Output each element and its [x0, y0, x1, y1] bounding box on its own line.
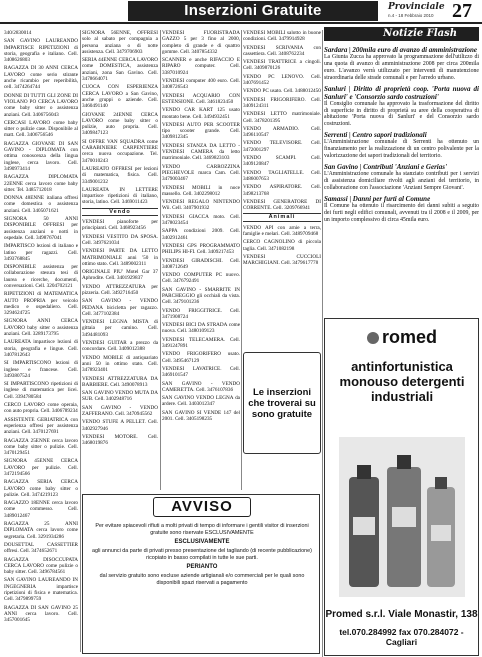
classified-ad: VENDO API con arnie a terra, famiglie e melari. Cell. 3489709468 — [243, 224, 321, 238]
classified-ad: VENDESI TELECAMERA. Cell. 3491247891 — [162, 336, 240, 350]
classified-ad: VENDESI FUORISTRADA GAZZO 5 per 3 fino al 2000, completo di grande e di quattro gomme. Cell. 3407854332 — [162, 30, 240, 55]
section-header-animali: Animali — [243, 213, 321, 221]
classified-ad: VENDESI GENERATORE DI CORRENTE. Cell. 3209766941 — [243, 198, 321, 212]
classified-ad: DISPONIBILE assistenza per collaborazione stesura tesi di laurea e ricerche, documenti, conversazioni. Cell. 3204702121 — [4, 264, 78, 289]
classified-ad: VENDESI LETTO matrimoniale. Cell. 3478201395 — [243, 111, 321, 124]
classified-ad: CERCO CAGNOLINO di piccola taglia. Cell. 3471082198 — [243, 239, 321, 252]
classified-ad: SIGNORA ANNI CERCA LAVORO baby sitter o assistenza anziani. Cell. 3289173795 — [4, 318, 78, 338]
classified-ad: VENDO CAR KART 125 usato montato bene. Cell. 3494932451 — [162, 107, 240, 120]
promed-logo-mark-icon — [367, 332, 379, 344]
classified-ad: VENDO PC usato. Cell. 3488012450 — [243, 88, 321, 95]
classified-ad: VENDESI LAVATRICE. Cell. 3469101547 — [162, 365, 240, 379]
section-header-vendo: Vendo — [82, 208, 158, 216]
classified-ad: SIGNORA 56ENNE, OFFRESI solo al sabato per compagnia a persona anziana o di notte assistenza. Cell. 3479706903 — [82, 30, 158, 55]
promed-logo: romed — [367, 327, 437, 348]
classified-ad: SIGNORA 45ENNE CERCA LAVORO per pulizie. Cell. 3472194566 — [4, 458, 78, 477]
classified-ad: VENDESI SCRIVANIA con cassettiera. Cell. 3408762234 — [243, 44, 321, 57]
classified-ad: SAN GAVINO - VENDO CAMERETTA. Cell. 3476107836 — [162, 380, 240, 393]
classified-ad: VENDESI REGALO NINTENDO Wii. Cell. 3407901932 — [162, 199, 240, 212]
classified-ad: CERCO LAVORO come operaia, con auto propria. Cell. 3406789234 — [4, 402, 78, 415]
classified-ad: VENDESI GIACCA moto. Cell. 3478023454 — [162, 213, 240, 227]
free-ads-notice-box: Le inserzioni che troverai su sono gratuite — [243, 352, 321, 454]
avviso-line: ESCLUSIVAMENTE — [174, 539, 230, 545]
classified-ad: VENDESI ATTREZZATURA DA BARBIERE. Cell. 3490078913 — [82, 375, 158, 388]
classifieds-column-2 — [82, 30, 158, 485]
classified-ad: SI OFFRE VAN SQUADRA come CARABINIERE CARPENTIERE cerca nuova occupazione. Tel. 3470010243 — [82, 138, 158, 164]
classified-ad: VENDO ARMADIO. Cell. 3496110547 — [243, 125, 321, 139]
classified-ad: VENDESI computer 400 euro. Cell. 3408726543 — [162, 78, 240, 91]
classified-ad: VENDO PC LENOVO. Cell. 3407691452 — [243, 73, 321, 87]
classified-ad: SIGNORA 50 ANNI DISPONIBILE OFFRESI per assistenza anziani o notti in ospedale. Cell. 3498767041 — [4, 216, 78, 241]
classified-ad: VENDESI GIRADISCHI. Cell. 3408712649 — [162, 257, 240, 270]
classified-ad: VENDESI GUITAR a prezzo da concordare. Cell. 3409012388 — [82, 340, 158, 353]
classified-ad: VENDESI BICI DA STRADA come nuova. Cell. 3480109123 — [162, 322, 240, 335]
classified-ad: VENDESI PARTE DA LETTO MATRIMONIALE anni '50 in ottimo stato. Cell. 3489002311 — [82, 248, 158, 267]
classified-ad: VENDO ASPIRATORE. Cell. 3498213768 — [243, 184, 321, 197]
classified-ad: SCANNER e anche RIFACCIO E RIPARO computer. Cell. 3387010924 — [162, 57, 240, 76]
classified-ad: SAN GAVINO SI VENDE 147 del 2001. Cell. 3405198235 — [162, 409, 240, 423]
classified-ad: SAN GAVINO VENDO LEGNA da ardere. Cell. 3403012347 — [162, 395, 240, 408]
classifieds-column-4 — [243, 30, 321, 348]
classified-ad: VENDESI pianoforte per principianti. Cell. 3468923456 — [82, 219, 158, 232]
classified-ad: SAN GAVINO LAUREANDO IN INGEGNERIA impartisce ripetizioni di fisica e matematica. Cell. 3479899759 — [4, 577, 78, 603]
classified-ad: SAN GAVINO VENDO MUTA DA SUB. Cell. 3402948716 — [82, 390, 158, 403]
classified-ad: VENDESI AUTO PER SCOOTER tipo scooter grande. Cell. 3409812345 — [162, 121, 240, 141]
classified-ad: VENDESI MOBILI salotto in buone condizioni. Cell. 3479914928 — [243, 30, 321, 43]
classified-ad: VENDO TAGLIATELLE. Cell. 3486007653 — [243, 169, 321, 182]
classified-ad: RAGAZZA SERIA CERCA LAVORO come baby sitter o pulizie. Cell. 3474219123 — [4, 479, 78, 498]
classified-ad: RAGAZZA GIOVANE DI SAN GAVINO - DIPLOMATA con ottima conoscenza della lingua inglese, cerca lavoro. Cell. 3490973414 — [4, 140, 78, 172]
column-divider — [241, 30, 242, 490]
classified-ad: RAGAZZA 25ENNE cerca lavoro come baby sitter o pulizie. Cell. 3470129451 — [4, 437, 78, 457]
classified-ad: VENDESI TRATTRICE a cingoli. Cell. 3409870126 — [243, 59, 321, 72]
notizie-flash-heading: Notizie Flash — [324, 27, 479, 41]
classified-ad: IMPARTISCO lezioni di italiano e latino per ragazzi. Cell. 3493768845 — [4, 243, 78, 262]
classified-ad: VENDO ATTREZZATURA per pizzeria. Cell. 3492716450 — [82, 283, 158, 296]
issue-date: n.4 - 18 Febbraio 2010 — [388, 13, 434, 18]
classified-ad: SAN GAVINO LAUREANDO IMPARTISCE RIPETIZIONI di storia, geografia e italiano. Cell. 3408626803 — [4, 38, 78, 64]
newspaper-logo: Provinciale — [388, 2, 445, 12]
classified-ad: RAGAZZA DIPLOMATA 22ENNE cerca lavoro come baby sitter. Tel. 3485712018 — [4, 174, 78, 193]
promed-advertisement — [324, 318, 479, 656]
column-divider — [322, 30, 323, 657]
classified-ad: VENDESI VESTITO DA SPOSA. Cell. 3497621034 — [82, 233, 158, 246]
page-number: 27 — [452, 0, 472, 22]
news-headline: Sanluri | Diritto di proprietà coop. 'Porta nuova di Sanluri' e 'Consorzio sardo costruzioni' — [324, 84, 479, 101]
news-body: La Giunta Zucca ha approvato la programmazione dell'utilizzo di una quota di avanzo di amministrazione 2008 per circa 200mila euro. L'avanzo verrà utilizzato per interventi di manutenzione straordinaria delle strade comunali e per l'arredo urbano. — [324, 54, 479, 81]
classified-ad: CUOCA CON ESPERIENZA CERCA LAVORO a San Gavino, anche gruppi o aziende. Cell. 3460491140 — [82, 84, 158, 110]
promed-phone: tel.070.284992 fax 070.284072 - Cagliari — [339, 627, 464, 647]
news-headline: Samassi | Danni per furti al Comune — [324, 194, 431, 203]
promed-headline: antinfortunistica monouso detergenti industriali — [339, 359, 465, 404]
column-divider — [80, 30, 81, 652]
classified-ad: VENDESI FRIGORIFERO. Cell. 3409124311 — [243, 96, 321, 109]
classified-ad: SAN GAVINO - VENDO PEDANA bicicletta per ragazzo. Cell. 3477102384 — [82, 298, 158, 317]
classified-ad: DONNE DI TUTTI GLI ZONE DI VIOLANO PO CERCA LAVORO come baby sitter o assistenza anziani. Cell. 3406756043 — [4, 92, 78, 118]
avviso-line: Per evitare spiacevoli rifiuti a molti privati di tempo di informare i gentili visitor di inserzioni gratuite sono riservate ESCLUSIVAMENTE — [95, 523, 309, 536]
classified-ad: VENDESI CUCCIOLI MARCHIGIANI. Cell. 3479617778 — [243, 253, 321, 267]
classified-ad: LAUREATO OFFRESI per lezioni di matematica, fisica. Cell. 3349001232 — [82, 165, 158, 185]
news-flash-column — [324, 44, 479, 318]
classified-ad: RAGAZZO 18ENNE cerca lavoro come commesso. Cell. 3489012467 — [4, 500, 78, 519]
classified-ad: VENDO FRIGORIFERO usato. Cell. 3495467129 — [162, 351, 240, 364]
news-body: Il Consiglio comunale ha approvato la trasformazione del diritto di superficie in diritto di proprietà su aree della cooperativa di abitazione 'Porta nuova di Sanluri' e del Consorzio sardo costruzioni. — [324, 100, 479, 128]
news-body: Il Comune ha ottenuto il risarcimento dei danni subiti a seguito dei furti negli edifici comunali, avvenuti tra il 2008 e il 2009, per un importo complessivo di circa 45mila euro. — [324, 202, 479, 223]
section-title: Inserzioni Gratuite — [128, 1, 378, 21]
classified-ad: VENDESI GPS PROGRAMMATO PHILIPS HI-FI. Cell. 3409217453 — [162, 242, 240, 256]
classified-ad: VENDESI STANZA DA LETTO - VENDESI CAMERA da letto matrimoniale. Cell. 3469823103 — [162, 142, 240, 162]
classified-ad: SAN GAVINO - VENDO ZAFFERANO. Cell. 3470945562 — [82, 404, 158, 418]
avviso-line: dal servizio gratuito sono escluse aziende artigianali e/o commerciali per le quali sono disponibili spazi riservati a pagamento — [99, 573, 305, 586]
classified-ad: GIOVANE 24ENNE CERCA LAVORO come baby sitter o pulizie, auto propria. Cell. 3409847123 — [82, 111, 158, 137]
avviso-title: AVVISO — [153, 497, 251, 517]
news-body: L'Amministrazione comunale ha stanziato contributi per i servizi di assistenza domiciliare rivolti agli anziani del territorio, in collaborazione con l'associazione 'Anziani Sempre Giovani'. — [324, 170, 479, 191]
classified-ad: VENDO TELEVISORE. Cell. 3472001297 — [243, 140, 321, 153]
classified-ad: VENDESI MOBILI in noce massello. Cell. 3402298012 — [162, 184, 240, 197]
classified-ad: SAPPA condizioni 2009. Cell. 3402912461 — [162, 228, 240, 241]
classified-ad: VENDESI MOTORE. Cell. 3468019876 — [82, 433, 158, 447]
classified-ad: VENDO CARROZZINA PIEGHEVOLE marca Cam. Cell. 3479003467 — [162, 163, 240, 183]
promed-company-address: Promed s.r.l. Viale Monastir, 138 — [325, 609, 478, 620]
classified-ad: VENDO COMPUTER PC nuovo. Cell. 3476792491 — [162, 272, 240, 285]
classified-ad: VENDO FRIGGITRICE. Cell. 3471908724 — [162, 307, 240, 320]
classified-ad: RAGAZZA DI 30 ANNI CERCA LAVORO come serio stirante anche ricambio per reperibilità, cell. 3474264744 — [4, 65, 78, 91]
classified-ad: SAN GAVINO - SMARRITE IN PARCHEGGIO gli occhiali da vista. Cell. 3479101236 — [162, 286, 240, 306]
classified-ad: DONNA 48ENNE italiana offresi come domestica o assistenza anziani. Cell. 3405071621 — [4, 195, 78, 214]
news-headline: San Gavino | Contributi 'Anziani e Gerias' — [324, 162, 447, 171]
news-headline: Serrenti | Centro sapori tradizionali — [324, 131, 427, 140]
news-headline: Sardara | 200mila euro di avanzo di amministrazione — [324, 46, 478, 54]
avviso-notice-box — [82, 494, 320, 654]
news-body: L'Amministrazione comunale di Serrenti ha ottenuto un finanziamento per la realizzazione di un centro polivalente per la valorizzazione dei sapori tradizionali del territorio. — [324, 139, 479, 160]
classified-ad: RAGAZZA DI SAN GAVINO 25 ANNI cerca lavoro. Cell. 3457001645 — [4, 604, 78, 624]
column-divider — [160, 30, 161, 490]
classified-ad: VENDO SCAMPI. Cell. 3409120847 — [243, 155, 321, 168]
avviso-body — [89, 523, 315, 589]
classified-ad: 340/2830014 — [4, 30, 32, 36]
classifieds-column-3 — [162, 30, 240, 485]
classified-ad: VENDESI ACQUARIO CON ESTENSIONE. Cell. 3461823450 — [162, 92, 240, 105]
classified-ad: VENDESI LEGNA MISTA di gittaia per camino. Cell. 3494481093 — [82, 319, 158, 338]
classified-ad: RAGAZZA DISOCCUPATA CERCA LAVORO come pulizie o baby sitter. Cell. 3496784561 — [4, 556, 78, 576]
classified-ad: CERCASI LAVORO come baby sitter o pulizie case. Disponibile al matt. Cell. 3406756546 — [4, 119, 78, 139]
classified-ad: LAUREATA IN LETTERE impartisce ripetizioni di italiano, storia, latino. Cell. 3469011423 — [82, 186, 158, 206]
classified-ad: RIPETIZIONI di MATEMATICA AUTO PROPRIA per veicolo medico e ospedaliero. Cell. 3294624725 — [4, 291, 78, 317]
avviso-line: agli annunci da parte di privati presso presentazione del tagliando (di recente pubblicazione) ricopiato in basso compilati in tutte le sue parti. — [92, 548, 312, 561]
classified-ad: VENDO MOBILE di antiquariato anni 50 in ottimo stato. Cell. 3478923401 — [82, 354, 158, 374]
classified-ad: ASSISTENTE GERIATRICA con esperienza offresi per assistenza anziani. Cell. 3470127691 — [4, 416, 78, 436]
page-header — [0, 0, 482, 24]
classified-ad: SI IMPARTISCONO ripetizioni di inglese di matematica per licei. Cell. 3394780584 — [4, 381, 78, 400]
classified-ad: ORIGINALE PIU' Motel Gar 37 Aphrodite. Cell. 3401929837 — [82, 269, 158, 282]
avviso-line: PERIANTO — [186, 564, 218, 570]
classified-ad: VENDO STUFE A PELLET. Cell. 3402927946 — [82, 419, 158, 432]
product-bottles-image — [339, 437, 465, 597]
classified-ad: SERIA 44ENNE CERCA LAVORO come DOMESTICA, assistenza anziani, zona San Gavino. Cell. 3478664071 — [82, 57, 158, 83]
classified-ad: SI IMPARTISCONO lezioni di inglese e francese. Cell. 3493807524 — [4, 360, 78, 379]
classifieds-column-1 — [4, 30, 78, 652]
classified-ad: RAGAZZA 25 ANNI DIPLOMATA cerca lavoro come segretaria. Cell. 3291934286 — [4, 521, 78, 540]
classified-ad: DOUSETTAL CASSETTIER offresi. Cell. 3474652671 — [4, 541, 78, 555]
classified-ad: LAUREATA impartisce lezioni di storia, geografia e lingue. Cell. 3407812643 — [4, 339, 78, 358]
